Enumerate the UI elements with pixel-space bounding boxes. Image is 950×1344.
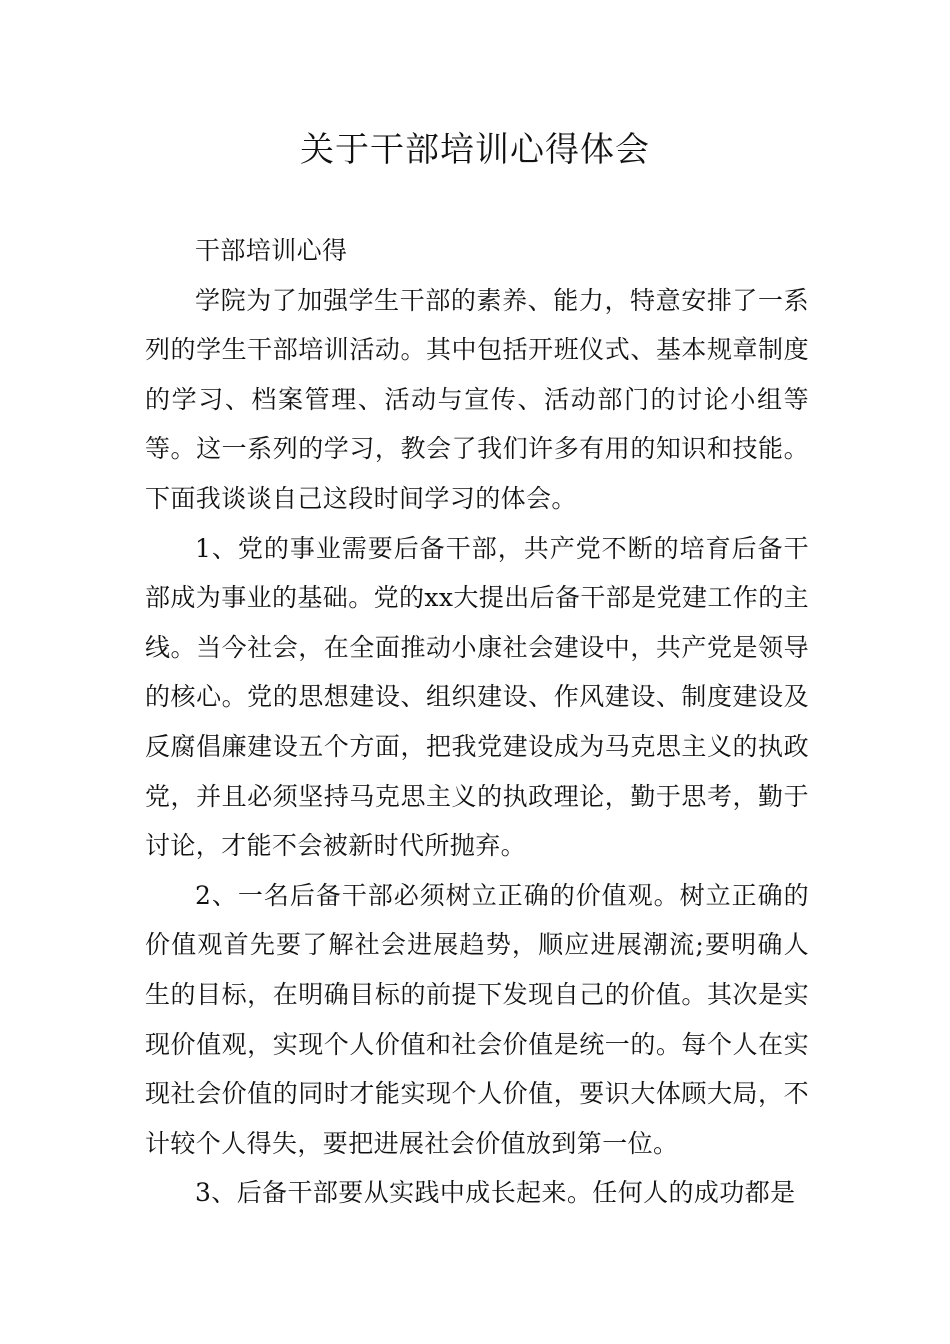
intro-paragraph: 学院为了加强学生干部的素养、能力，特意安排了一系列的学生干部培训活动。其中包括开班仪式、基本规章制度的学习、档案管理、活动与宣传、活动部门的讨论小组等等。这一系列的学习，教会了我们许多有用的知识和技能。下面我谈谈自己这段时间学习的体会。 (145, 285, 809, 513)
subtitle-paragraph: 干部培训心得 (195, 236, 348, 265)
point-2-paragraph: 2、一名后备干部必须树立正确的价值观。树立正确的价值观首先要了解社会进展趋势，顺应进展潮流;要明确人生的目标，在明确目标的前提下发现自己的价值。其次是实现价值观，实现个人价值和社会价值是统一的。每个人在实现社会价值的同时才能实现个人价值，要识大体顾大局，不计较个人得失，要把进展社会价值放到第一位。 (145, 880, 809, 1158)
document-body (145, 226, 809, 1218)
point-1-paragraph: 1、党的事业需要后备干部，共产党不断的培育后备干部成为事业的基础。党的xx大提出后备干部是党建工作的主线。当今社会，在全面推动小康社会建设中，共产党是领导的核心。党的思想建设、组织建设、作风建设、制度建设及反腐倡廉建设五个方面，把我党建设成为马克思主义的执政党，并且必须坚持马克思主义的执政理论，勤于思考，勤于讨论，才能不会被新时代所抛弃。 (145, 533, 810, 861)
point-3-paragraph: 3、后备干部要从实践中成长起来。任何人的成功都是 (195, 1178, 796, 1208)
document-title: 关于干部培训心得体会 (300, 130, 650, 170)
